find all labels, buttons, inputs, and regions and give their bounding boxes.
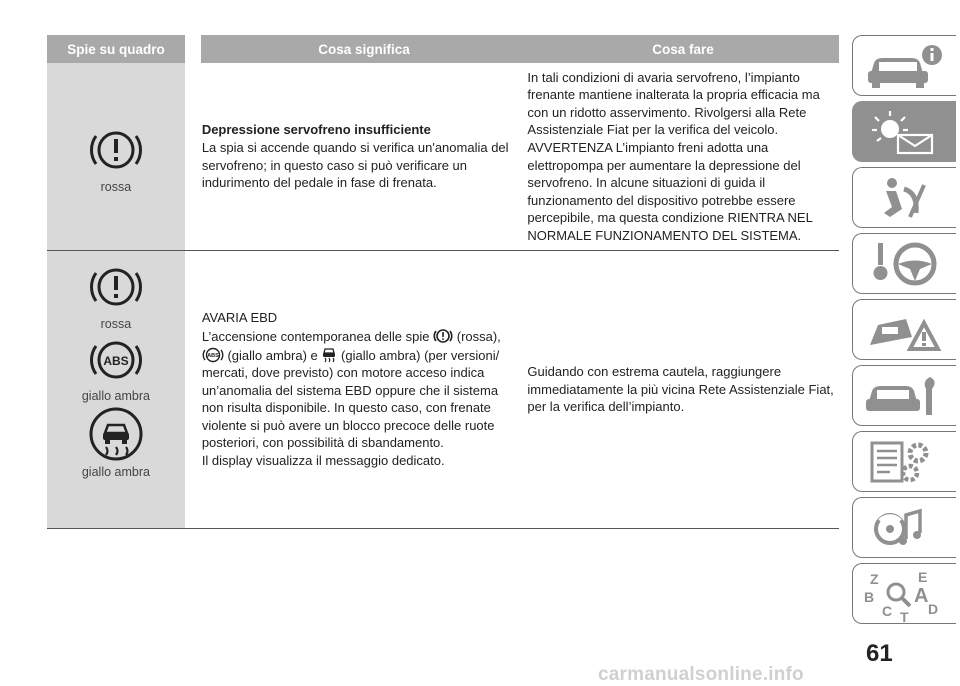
steering-start-icon bbox=[860, 239, 950, 289]
table-row bbox=[47, 63, 839, 251]
table-row bbox=[47, 251, 839, 529]
multimedia-icon bbox=[860, 503, 950, 553]
meaning-display-note: Il display visualizza il messaggio dedicato. bbox=[201, 453, 445, 469]
icon-cell bbox=[47, 63, 185, 250]
alphabetical-index-icon bbox=[860, 566, 950, 622]
watermark: carmanualsonline.info bbox=[598, 664, 804, 685]
airbag-safety-icon bbox=[860, 173, 950, 223]
tab-maintenance[interactable] bbox=[852, 365, 956, 426]
stability-control-icon bbox=[86, 403, 146, 465]
icon-caption: rossa bbox=[100, 179, 132, 194]
index-letter-z: Z bbox=[869, 570, 879, 587]
header-cosa-fare: Cosa fare bbox=[527, 35, 839, 63]
action-text: In tali condizioni di avaria servofreno, l’impianto frenante mantiene inalterata la propria efficacia ma con un ridotto asservimento. Rivolgersi alla Rete Assistenziale Fiat per la verifica del veicolo. bbox=[527, 69, 820, 138]
meaning-text-part: (giallo ambra) (per versioni/ bbox=[341, 347, 500, 363]
brake-warning-icon bbox=[86, 120, 146, 180]
tab-car-info[interactable] bbox=[852, 35, 956, 96]
index-letter-a: A bbox=[913, 584, 928, 607]
warning-lights-icon bbox=[860, 107, 950, 157]
meaning-title: Depressione servofreno insufficiente bbox=[201, 122, 431, 138]
index-letter-c: C bbox=[881, 602, 892, 619]
meaning-title: AVARIA EBD bbox=[201, 310, 278, 326]
abs-icon-label: ABS bbox=[103, 354, 129, 368]
meaning-paragraph bbox=[202, 327, 513, 452]
tab-warning-lights[interactable] bbox=[852, 101, 956, 162]
car-maintenance-icon bbox=[860, 371, 950, 421]
icon-caption: giallo ambra bbox=[81, 465, 150, 479]
tab-multimedia[interactable] bbox=[852, 497, 956, 558]
index-letter-d: D bbox=[927, 600, 938, 617]
brake-warning-icon bbox=[86, 257, 146, 317]
header-spie: Spie su quadro bbox=[47, 35, 185, 63]
index-letter-e: E bbox=[917, 568, 927, 585]
action-cell bbox=[520, 63, 839, 250]
brake-warning-inline-icon bbox=[433, 327, 453, 345]
chapter-tabs bbox=[852, 35, 956, 629]
meaning-text-part: L’accensione contemporanea delle spie bbox=[201, 328, 430, 344]
warning-lights-table bbox=[47, 35, 839, 529]
action-cell bbox=[520, 251, 839, 528]
index-letter-b: B bbox=[863, 588, 874, 605]
icon-caption: giallo ambra bbox=[81, 389, 150, 403]
icon-caption: rossa bbox=[100, 317, 132, 331]
action-text: Guidando con estrema cautela, raggiungere immediatamente la più vicina Rete Assistenziale Fiat, per la verifica dell’impianto. bbox=[527, 364, 834, 415]
abs-inline-label: ABS bbox=[207, 352, 219, 359]
meaning-cell bbox=[185, 63, 521, 250]
meaning-text: La spia si accende quando si verifica un'anomalia del servofreno; in questo caso si può verificare un indurimento del pedale in fase di frenata. bbox=[201, 139, 509, 191]
car-info-icon bbox=[860, 41, 950, 91]
header-cosa-significa: Cosa significa bbox=[201, 35, 527, 63]
tab-index[interactable] bbox=[852, 563, 956, 624]
page-number: 61 bbox=[866, 640, 893, 667]
meaning-cell bbox=[185, 251, 521, 528]
technical-data-icon bbox=[860, 437, 950, 487]
tab-safety[interactable] bbox=[852, 167, 956, 228]
stability-inline-icon bbox=[321, 346, 337, 364]
icon-cell bbox=[47, 251, 185, 528]
tab-emergency[interactable] bbox=[852, 299, 956, 360]
emergency-breakdown-icon bbox=[860, 305, 950, 355]
meaning-text-part: (rossa), bbox=[456, 328, 501, 344]
meaning-text-part: (giallo ambra) e bbox=[227, 347, 318, 363]
table-header bbox=[47, 35, 839, 63]
warning-text: AVVERTENZA L’impianto freni adotta una elettropompa per aumentare la depressione del servofreno. In alcune situazioni di guida il funzionamento del dispositivo potrebbe essere percepibile, ma questa condizione RIENTRA NEL NORMALE FUNZIONAMENTO DEL SISTEMA. bbox=[527, 139, 813, 243]
index-letter-t: T bbox=[899, 608, 909, 622]
abs-inline-icon bbox=[202, 346, 224, 364]
tab-starting-driving[interactable] bbox=[852, 233, 956, 294]
tab-technical-data[interactable] bbox=[852, 431, 956, 492]
meaning-text-part: mercati, dove previsto) con motore acceso indica un’anomalia del sistema EBD oppure che il sistema non risulta disponibile. In questo caso, con frenate violente si può avere un blocco precoce delle ruote posteriori, con possibilità di sbandamento. bbox=[201, 365, 499, 451]
abs-warning-icon bbox=[86, 331, 146, 389]
